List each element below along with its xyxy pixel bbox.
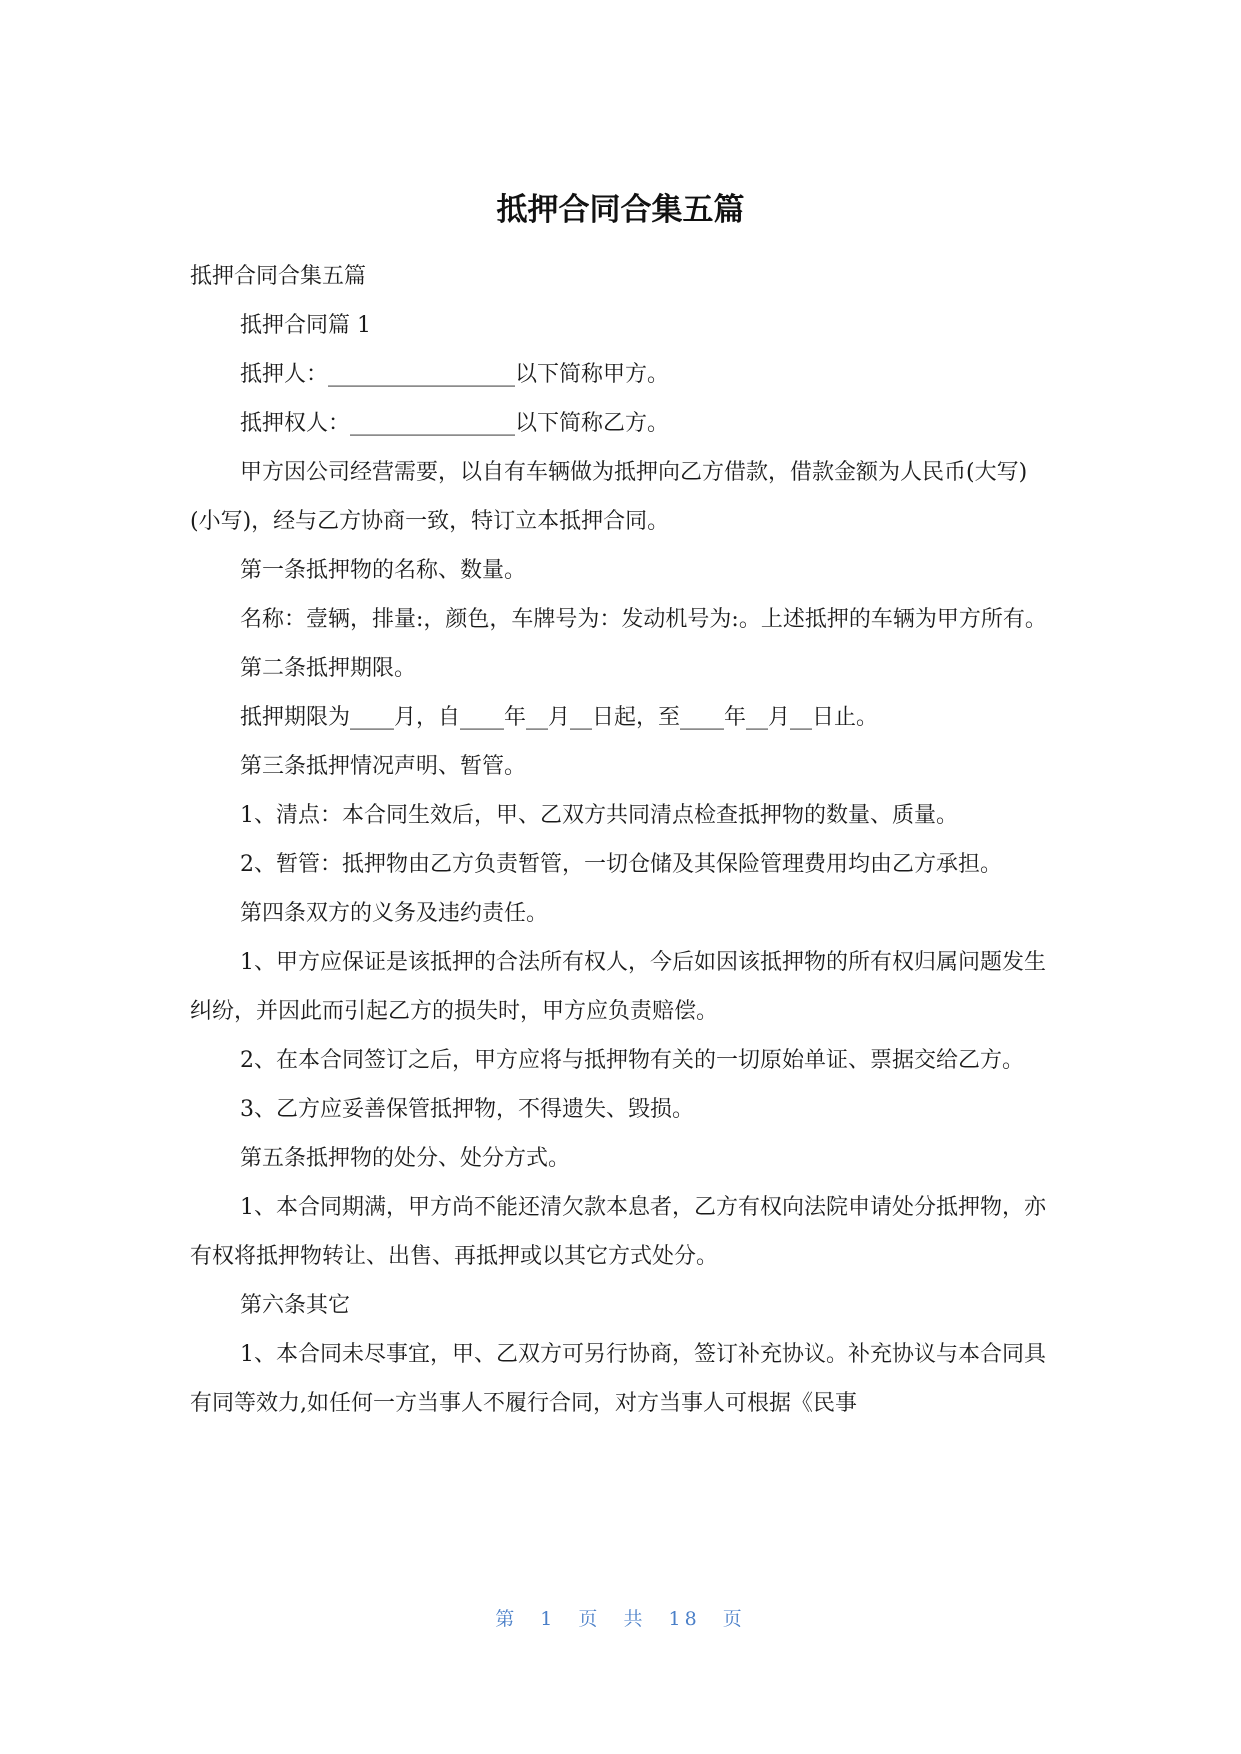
paragraph: 第三条抵押情况声明、暂管。: [240, 754, 527, 779]
paragraph: 1、本合同期满，甲方尚不能还清欠款本息者，乙方有权向法院申请处分抵押物，亦有权将抵押物转让、出售、再抵押或以其它方式处分。: [190, 1195, 1046, 1269]
paragraph: 第六条其它: [240, 1293, 351, 1318]
paragraph: 第五条抵押物的处分、处分方式。: [240, 1146, 571, 1171]
paragraph: 第二条抵押期限。: [240, 656, 417, 681]
page-footer: 第 1 页 共 18 页: [495, 1608, 746, 1630]
paragraph: 抵押人：_________________以下简称甲方。: [240, 362, 670, 387]
paragraph: 3、乙方应妥善保管抵押物，不得遗失、毁损。: [240, 1097, 694, 1122]
paragraph: 1、清点：本合同生效后，甲、乙双方共同清点检查抵押物的数量、质量。: [240, 803, 958, 828]
paragraph: 抵押期限为____月，自____年__月__日起，至____年__月__日止。: [240, 705, 879, 730]
paragraph: 2、暂管：抵押物由乙方负责暂管，一切仓储及其保险管理费用均由乙方承担。: [240, 852, 1002, 877]
paragraph: 1、甲方应保证是该抵押的合法所有权人，今后如因该抵押物的所有权归属问题发生纠纷，并因此而引起乙方的损失时，甲方应负责赔偿。: [190, 950, 1046, 1024]
document-body: [190, 252, 1056, 1428]
paragraph: 抵押合同合集五篇: [190, 264, 367, 289]
paragraph: 第四条双方的义务及违约责任。: [240, 901, 549, 926]
document-title: 抵押合同合集五篇: [496, 192, 745, 228]
paragraph: 名称：壹辆，排量:，颜色，车牌号为：发动机号为:。上述抵押的车辆为甲方所有。: [240, 607, 1047, 632]
paragraph: 1、本合同未尽事宜，甲、乙双方可另行协商，签订补充协议。补充协议与本合同具有同等效力,如任何一方当事人不履行合同，对方当事人可根据《民事: [190, 1342, 1046, 1416]
paragraph: 2、在本合同签订之后，甲方应将与抵押物有关的一切原始单证、票据交给乙方。: [240, 1048, 1024, 1073]
paragraph: 第一条抵押物的名称、数量。: [240, 558, 527, 583]
paragraph: 抵押权人：_______________以下简称乙方。: [240, 411, 670, 436]
paragraph: 抵押合同篇 1: [240, 313, 371, 338]
paragraph: 甲方因公司经营需要，以自有车辆做为抵押向乙方借款，借款金额为人民币(大写)(小写)，经与乙方协商一致，特订立本抵押合同。: [190, 460, 1028, 534]
